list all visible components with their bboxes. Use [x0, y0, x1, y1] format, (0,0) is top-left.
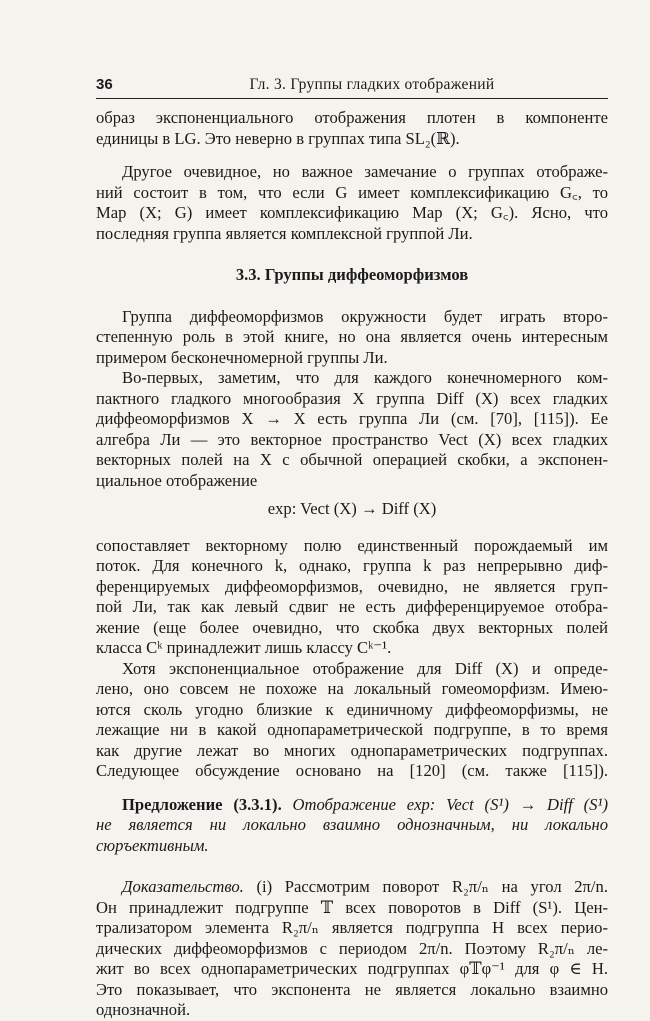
text-line: векторных полей на X с обычной операцией скобки, а экспонен- — [96, 450, 608, 469]
text-line: диффеоморфизмов X → X есть группа Ли (см. [70], [115]). Ее — [96, 409, 608, 428]
running-header — [96, 76, 608, 99]
text-line: Другое очевидное, но важное замечание о группах отображе- — [122, 162, 608, 181]
section-heading: 3.3. Группы диффеоморфизмов — [235, 265, 469, 284]
text-line: лено, оно совсем не похоже на локальный гомеоморфизм. Имею- — [96, 679, 608, 698]
display-formula: exp: Vect (X) → Diff (X) — [267, 499, 437, 518]
paragraph-3 — [96, 307, 608, 369]
text-line: циальное отображение — [96, 470, 258, 490]
text-line: единицы в LG. Это неверно в группах типа SL₂(ℝ). — [96, 128, 460, 148]
proof-text: (i) Рассмотрим поворот R₂π/ₙ на угол 2π/n. — [256, 877, 608, 896]
proof-label: Доказательство. — [122, 877, 244, 896]
paragraph-6 — [96, 659, 608, 782]
text-line: класса Cᵏ принадлежит лишь классу Cᵏ⁻¹. — [96, 638, 392, 657]
text-line: Во-первых, заметим, что для каждого конечномерного ком- — [122, 368, 608, 387]
text-line: пактного гладкого многообразия X группа Diff (X) всех гладких — [96, 388, 608, 408]
text-line: сюръективным. — [96, 835, 209, 855]
proof — [96, 877, 608, 1021]
text-line: поток. Для конечного k, однако, группа k раз непрерывно диф- — [96, 556, 608, 575]
paragraph-5 — [96, 536, 608, 659]
text-line: пой Ли, так как левый сдвиг не есть дифференцируемое отобра- — [96, 597, 608, 616]
text-line: трализатором элемента R₂π/ₙ является подгруппа H всех перио- — [96, 918, 608, 937]
text-line: ний состоит в том, что если G имеет комплексификацию G꜀, то — [96, 182, 608, 202]
text-line: Хотя экспоненциальное отображение для Diff (X) и опреде- — [122, 658, 608, 678]
text-line: примером бесконечномерной группы Ли. — [96, 347, 388, 367]
text-line: жение (еще более очевидно, что скобка двух векторных полей — [96, 617, 608, 637]
text-line: ются сколь угодно близкие к единичному диффеоморфизмы, не — [96, 699, 608, 719]
proposition-3-3-1 — [96, 795, 608, 857]
text-line: Это показывает, что экспонента не является локально взаимно — [96, 979, 608, 999]
text-line: ференцируемых диффеоморфизмов, очевидно, не является груп- — [96, 576, 608, 596]
text-line: алгебра Ли — это векторное пространство Vect (X) всех гладких — [96, 429, 608, 449]
paragraph-2 — [96, 162, 608, 244]
text-line: жит во всех однопараметрических подгруппах φ𝕋φ⁻¹ для φ ∈ H. — [96, 959, 608, 978]
text-line: последняя группа является комплексной группой Ли. — [96, 223, 473, 243]
text-line: степенную роль в этой книге, но она является очень интересным — [96, 327, 608, 346]
text-line: дических диффеоморфизмов с периодом 2π/n. Поэтому R₂π/ₙ ле- — [96, 938, 608, 958]
proposition-label: Предложение (3.3.1). — [122, 794, 282, 814]
page-number: 36 — [96, 76, 113, 93]
text-line: Группа диффеоморфизмов окружности будет играть второ- — [122, 306, 608, 326]
paragraph-4 — [96, 368, 608, 491]
proposition-statement: Отображение exp: Vect (S¹) → Diff (S¹) — [292, 794, 608, 814]
text-line: образ экспоненциального отображения плотен в компоненте — [96, 108, 608, 127]
text-line: Следующее обсуждение основано на [120] (см. также [115]). — [96, 761, 608, 780]
text-line: не является ни локально взаимно однозначным, ни локально — [96, 815, 608, 834]
text-line — [96, 877, 608, 898]
text-line: как другие лежат во многих однопараметрических подгруппах. — [96, 740, 608, 760]
text-line: однозначной. — [96, 1000, 191, 1019]
paragraph-1 — [96, 108, 608, 149]
page-body — [96, 108, 608, 1021]
text-line: Map (X; G) имеет комплексификацию Map (X; G꜀). Ясно, что — [96, 203, 608, 222]
text-line: лежащие ни в какой однопараметрической подгруппе, в то время — [96, 720, 608, 739]
text-line: сопоставляет векторному полю единственный порождаемый им — [96, 535, 608, 555]
text-line: Он принадлежит подгруппе 𝕋 всех поворотов в Diff (S¹). Цен- — [96, 897, 608, 917]
running-title: Гл. 3. Группы гладких отображений — [249, 76, 495, 93]
text-line — [96, 795, 608, 816]
